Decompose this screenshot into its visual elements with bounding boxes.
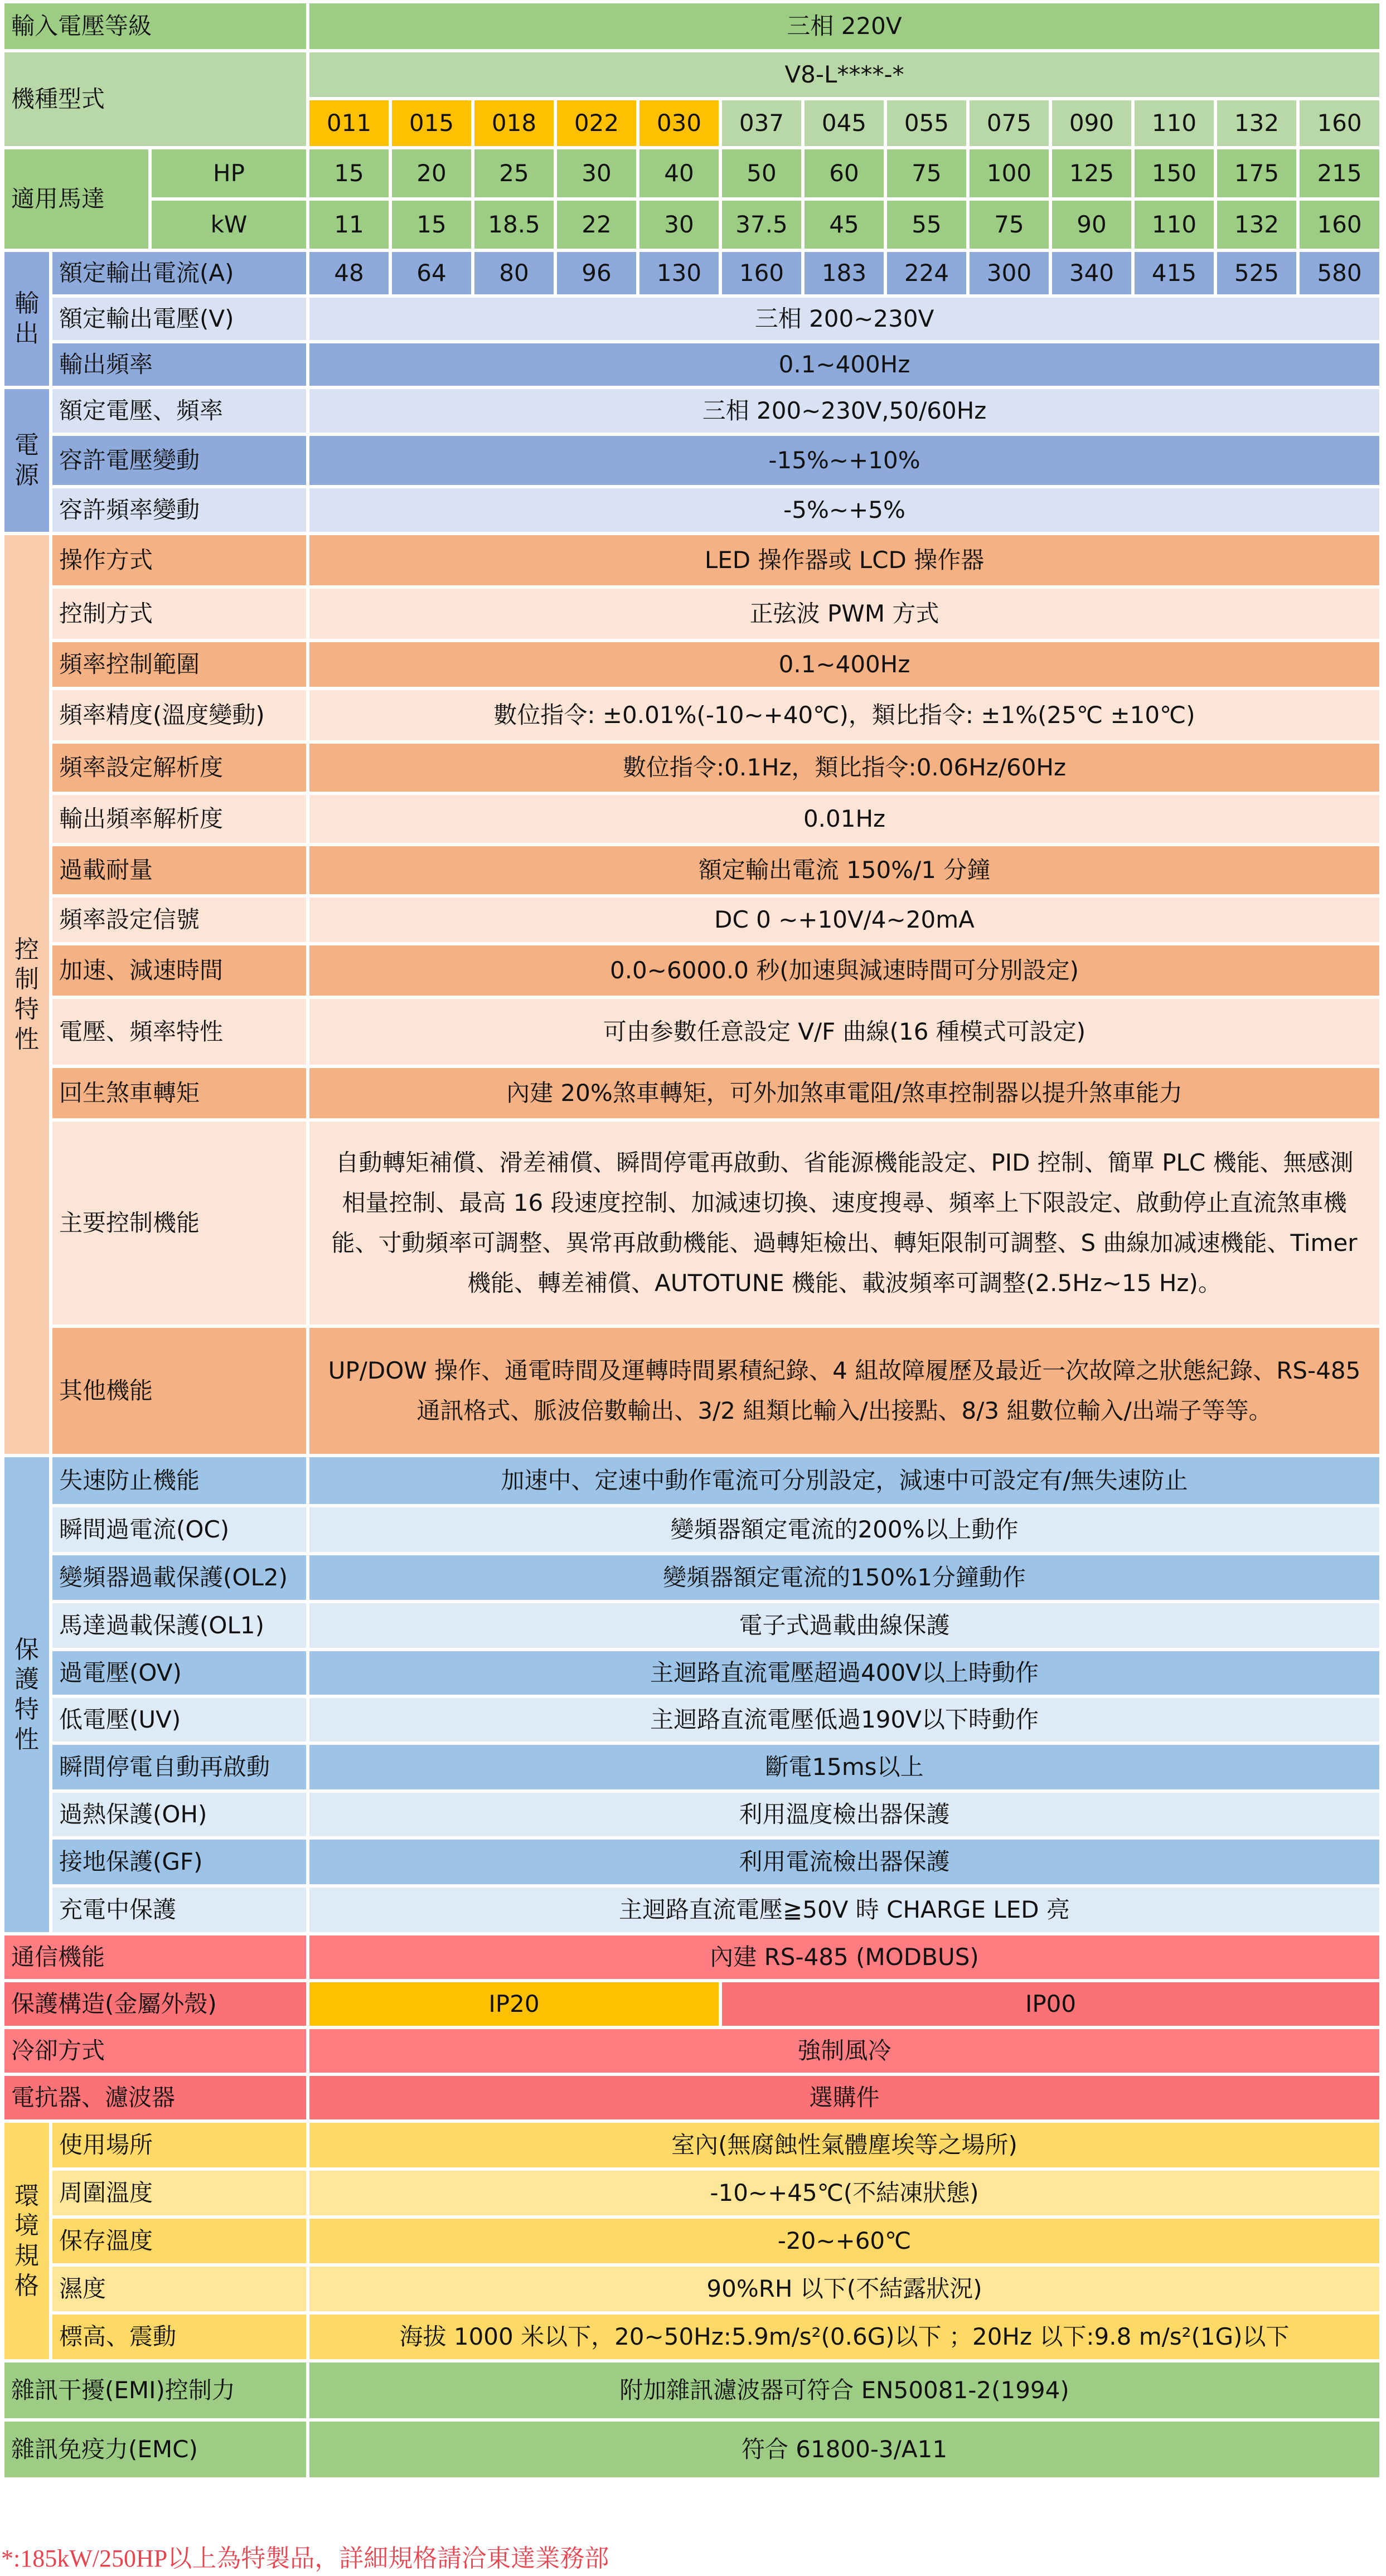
section-char: 格 [14, 2271, 39, 2300]
output-freq-label: 輸出頻率 [51, 342, 308, 387]
reactor-value: 選購件 [308, 2074, 1381, 2121]
power-row [3, 387, 1381, 434]
control-row [3, 587, 1381, 641]
hp-value: 50 [720, 148, 803, 199]
section-char: 護 [14, 1665, 39, 1694]
power-row [3, 434, 1381, 487]
model-code: 022 [555, 99, 638, 148]
control-value: 數位指令:0.1Hz，類比指令:0.06Hz/60Hz [308, 742, 1381, 793]
control-value: UP/DOW 操作、通電時間及運轉時間累積紀錄、4 組故障履歷及最近一次故障之狀態紀錄、RS-485 通訊格式、脈波倍數輸出、3/2 組類比輸入/出接點、8/3 組數位輸入/出端子等等。 [308, 1326, 1381, 1456]
comm-label: 通信機能 [3, 1934, 308, 1981]
power-value: 三相 200~230V,50/60Hz [308, 387, 1381, 434]
control-label: 操作方式 [51, 533, 308, 587]
power-value: -15%~+10% [308, 434, 1381, 487]
hp-value: 75 [885, 148, 968, 199]
env-value: 室內(無腐蝕性氣體塵埃等之場所) [308, 2121, 1381, 2169]
output-current-value: 183 [803, 250, 885, 296]
control-label: 加速、減速時間 [51, 944, 308, 997]
control-row [3, 742, 1381, 793]
model-code: 055 [885, 99, 968, 148]
spec-table [1, 0, 1383, 2481]
enclosure-label: 保護構造(金屬外殼) [3, 1981, 308, 2027]
section-char: 規 [14, 2242, 39, 2270]
section-control-text [14, 935, 39, 1055]
output-current-value: 160 [720, 250, 803, 296]
env-row [3, 2265, 1381, 2313]
kw-value: 75 [968, 199, 1050, 250]
output-freq-value: 0.1~400Hz [308, 342, 1381, 387]
protection-row [3, 1602, 1381, 1650]
model-code: 110 [1133, 99, 1215, 148]
kw-value: 90 [1050, 199, 1133, 250]
section-char: 性 [14, 1725, 39, 1754]
env-label: 標高、震動 [51, 2313, 308, 2361]
control-row [3, 688, 1381, 742]
control-value: 正弦波 PWM 方式 [308, 587, 1381, 641]
protection-row [3, 1650, 1381, 1696]
protection-row [3, 1743, 1381, 1791]
section-power [3, 387, 51, 533]
protection-row [3, 1838, 1381, 1886]
section-char: 出 [14, 319, 39, 348]
hp-row [3, 148, 1381, 199]
hp-value: 15 [308, 148, 390, 199]
section-char: 性 [14, 1025, 39, 1054]
output-current-value: 130 [638, 250, 720, 296]
protection-section [3, 1456, 1381, 1934]
control-row [3, 793, 1381, 845]
section-env-text [14, 2181, 39, 2301]
kw-value: 18.5 [473, 199, 555, 250]
protection-label: 過電壓(OV) [51, 1650, 308, 1696]
emc-row [3, 2420, 1381, 2479]
enclosure-ip00: IP00 [720, 1981, 1381, 2027]
emi-value: 附加雜訊濾波器可符合 EN50081-2(1994) [308, 2361, 1381, 2420]
control-label: 輸出頻率解析度 [51, 793, 308, 845]
kw-value: 45 [803, 199, 885, 250]
protection-label: 失速防止機能 [51, 1456, 308, 1506]
emc-label: 雜訊免疫力(EMC) [3, 2420, 308, 2479]
protection-value: 主迴路直流電壓超過400V以上時動作 [308, 1650, 1381, 1696]
output-voltage-row [3, 296, 1381, 342]
power-section [3, 387, 1381, 533]
output-current-value: 580 [1298, 250, 1381, 296]
control-row [3, 845, 1381, 896]
hp-value: 215 [1298, 148, 1381, 199]
control-row [3, 997, 1381, 1066]
section-protection [3, 1456, 51, 1934]
control-label: 頻率設定解析度 [51, 742, 308, 793]
hp-label: HP [150, 148, 308, 199]
model-code: 160 [1298, 99, 1381, 148]
control-row [3, 533, 1381, 587]
environment-section [3, 2121, 1381, 2361]
control-row [3, 1326, 1381, 1456]
hp-value: 25 [473, 148, 555, 199]
env-row [3, 2121, 1381, 2169]
emi-row [3, 2361, 1381, 2420]
protection-value: 加速中、定速中動作電流可分別設定，減速中可設定有/無失速防止 [308, 1456, 1381, 1506]
protection-value: 電子式過載曲線保護 [308, 1602, 1381, 1650]
control-label: 過載耐量 [51, 845, 308, 896]
output-current-value: 96 [555, 250, 638, 296]
protection-label: 充電中保護 [51, 1886, 308, 1934]
output-current-label: 額定輸出電流(A) [51, 250, 308, 296]
cooling-row [3, 2027, 1381, 2074]
protection-value: 變頻器額定電流的150%1分鐘動作 [308, 1554, 1381, 1602]
model-value: V8-L****-* [308, 51, 1381, 99]
section-char: 輸 [14, 289, 39, 318]
model-label: 機種型式 [3, 51, 308, 148]
kw-value: 11 [308, 199, 390, 250]
hp-value: 150 [1133, 148, 1215, 199]
protection-label: 接地保護(GF) [51, 1838, 308, 1886]
hp-value: 40 [638, 148, 720, 199]
protection-label: 瞬間過電流(OC) [51, 1506, 308, 1554]
hp-value: 175 [1215, 148, 1298, 199]
section-env [3, 2121, 51, 2361]
cooling-label: 冷卻方式 [3, 2027, 308, 2074]
output-freq-row [3, 342, 1381, 387]
control-value: 額定輸出電流 150%/1 分鐘 [308, 845, 1381, 896]
section-char: 源 [14, 461, 39, 489]
kw-value: 160 [1298, 199, 1381, 250]
protection-label: 過熱保護(OH) [51, 1791, 308, 1838]
model-code: 090 [1050, 99, 1133, 148]
protection-value: 利用溫度檢出器保護 [308, 1791, 1381, 1838]
control-label: 頻率精度(溫度變動) [51, 688, 308, 742]
env-label: 周圍溫度 [51, 2169, 308, 2217]
control-value: 自動轉矩補償、滑差補償、瞬間停電再啟動、省能源機能設定、PID 控制、簡單 PLC 機能、無感測相量控制、最高 16 段速度控制、加減速切換、速度搜尋、頻率上下限設定、啟動停止直流煞車機能、寸動頻率可調整、異常再啟動機能、過轉矩檢出、轉矩限制可調整、S 曲線加减速機能、Timer 機能、轉差補償、AUTOTUNE 機能、載波頻率可調整(2.5Hz~15 Hz)。 [308, 1120, 1381, 1326]
hp-value: 125 [1050, 148, 1133, 199]
output-current-row [3, 250, 1381, 296]
control-section [3, 533, 1381, 1456]
control-value: 內建 20%煞車轉矩，可外加煞車電阻/煞車控制器以提升煞車能力 [308, 1066, 1381, 1120]
protection-value: 利用電流檢出器保護 [308, 1838, 1381, 1886]
protection-label: 變頻器過載保護(OL2) [51, 1554, 308, 1602]
env-value: -10~+45℃(不結凍狀態) [308, 2169, 1381, 2217]
power-label: 容許電壓變動 [51, 434, 308, 487]
motor-label: 適用馬達 [3, 148, 150, 250]
protection-value: 主迴路直流電壓低過190V以下時動作 [308, 1696, 1381, 1743]
model-code: 018 [473, 99, 555, 148]
model-code: 015 [390, 99, 473, 148]
protection-label: 低電壓(UV) [51, 1696, 308, 1743]
kw-value: 30 [638, 199, 720, 250]
hp-value: 60 [803, 148, 885, 199]
section-char: 制 [14, 965, 39, 994]
output-voltage-label: 額定輸出電壓(V) [51, 296, 308, 342]
control-value: LED 操作器或 LCD 操作器 [308, 533, 1381, 587]
kw-value: 55 [885, 199, 968, 250]
model-code: 045 [803, 99, 885, 148]
protection-row [3, 1554, 1381, 1602]
section-output-text [14, 289, 39, 348]
env-label: 使用場所 [51, 2121, 308, 2169]
kw-value: 15 [390, 199, 473, 250]
output-current-value: 525 [1215, 250, 1298, 296]
env-value: 海拔 1000 米以下，20~50Hz:5.9m/s²(0.6G)以下 ；20Hz 以下:9.8 m/s²(1G)以下 [308, 2313, 1381, 2361]
protection-label: 馬達過載保護(OL1) [51, 1602, 308, 1650]
section-power-text [14, 430, 39, 490]
hp-value: 20 [390, 148, 473, 199]
model-row [3, 51, 1381, 99]
kw-row [3, 199, 1381, 250]
section-char: 特 [14, 1695, 39, 1724]
env-row [3, 2169, 1381, 2217]
protection-value: 變頻器額定電流的200%以上動作 [308, 1506, 1381, 1554]
kw-value: 37.5 [720, 199, 803, 250]
enclosure-ip20: IP20 [308, 1981, 720, 2027]
env-label: 濕度 [51, 2265, 308, 2313]
protection-row [3, 1696, 1381, 1743]
section-char: 保 [14, 1635, 39, 1664]
enclosure-row [3, 1981, 1381, 2027]
kw-value: 110 [1133, 199, 1215, 250]
cooling-value: 強制風冷 [308, 2027, 1381, 2074]
output-current-value: 80 [473, 250, 555, 296]
control-label: 電壓、頻率特性 [51, 997, 308, 1066]
protection-label: 瞬間停電自動再啟動 [51, 1743, 308, 1791]
section-control [3, 533, 51, 1456]
comm-value: 內建 RS-485 (MODBUS) [308, 1934, 1381, 1981]
control-label: 頻率設定信號 [51, 896, 308, 944]
section-char: 環 [14, 2181, 39, 2210]
control-label: 主要控制機能 [51, 1120, 308, 1326]
protection-row [3, 1886, 1381, 1934]
power-value: -5%~+5% [308, 487, 1381, 533]
output-current-value: 340 [1050, 250, 1133, 296]
model-code: 075 [968, 99, 1050, 148]
control-row [3, 1066, 1381, 1120]
emc-value: 符合 61800-3/A11 [308, 2420, 1381, 2479]
output-current-value: 224 [885, 250, 968, 296]
env-label: 保存溫度 [51, 2217, 308, 2265]
power-row [3, 487, 1381, 533]
control-value: DC 0 ~+10V/4~20mA [308, 896, 1381, 944]
model-code: 037 [720, 99, 803, 148]
protection-row [3, 1791, 1381, 1838]
section-protection-text [14, 1635, 39, 1755]
protection-row [3, 1506, 1381, 1554]
protection-row [3, 1456, 1381, 1506]
control-value: 0.0~6000.0 秒(加速與減速時間可分別設定) [308, 944, 1381, 997]
control-label: 回生煞車轉矩 [51, 1066, 308, 1120]
reactor-label: 電抗器、濾波器 [3, 2074, 308, 2121]
hp-value: 30 [555, 148, 638, 199]
control-label: 其他機能 [51, 1326, 308, 1456]
control-value: 數位指令: ±0.01%(-10~+40℃)，類比指令: ±1%(25℃ ±10℃) [308, 688, 1381, 742]
control-label: 頻率控制範圍 [51, 641, 308, 688]
env-row [3, 2217, 1381, 2265]
control-label: 控制方式 [51, 587, 308, 641]
env-row [3, 2313, 1381, 2361]
output-current-value: 300 [968, 250, 1050, 296]
comm-row [3, 1934, 1381, 1981]
kw-label: kW [150, 199, 308, 250]
env-value: -20~+60℃ [308, 2217, 1381, 2265]
protection-value: 斷電15ms以上 [308, 1743, 1381, 1791]
kw-value: 132 [1215, 199, 1298, 250]
protection-value: 主迴路直流電壓≧50V 時 CHARGE LED 亮 [308, 1886, 1381, 1934]
section-char: 特 [14, 995, 39, 1023]
section-char: 境 [14, 2211, 39, 2240]
voltage-class-label: 輸入電壓等級 [3, 2, 308, 51]
env-value: 90%RH 以下(不結露狀況) [308, 2265, 1381, 2313]
model-code: 132 [1215, 99, 1298, 148]
model-code: 030 [638, 99, 720, 148]
control-value: 0.01Hz [308, 793, 1381, 845]
hp-value: 100 [968, 148, 1050, 199]
control-row [3, 944, 1381, 997]
output-current-value: 48 [308, 250, 390, 296]
output-voltage-value: 三相 200~230V [308, 296, 1381, 342]
control-row [3, 896, 1381, 944]
section-char: 電 [14, 431, 39, 460]
output-current-value: 64 [390, 250, 473, 296]
control-row [3, 1120, 1381, 1326]
control-row [3, 641, 1381, 688]
power-label: 容許頻率變動 [51, 487, 308, 533]
reactor-row [3, 2074, 1381, 2121]
section-output [3, 250, 51, 387]
kw-value: 22 [555, 199, 638, 250]
control-value: 可由参數任意設定 V/F 曲線(16 種模式可設定) [308, 997, 1381, 1066]
section-char: 控 [14, 935, 39, 964]
control-value: 0.1~400Hz [308, 641, 1381, 688]
voltage-class-value: 三相 220V [308, 2, 1381, 51]
output-current-value: 415 [1133, 250, 1215, 296]
model-code: 011 [308, 99, 390, 148]
voltage-class-row [3, 2, 1381, 51]
power-label: 額定電壓、頻率 [51, 387, 308, 434]
emi-label: 雜訊干擾(EMI)控制力 [3, 2361, 308, 2420]
footnote: *:185kW/250HP以上為特製品，詳細規格請洽東達業務部 [1, 2545, 609, 2572]
